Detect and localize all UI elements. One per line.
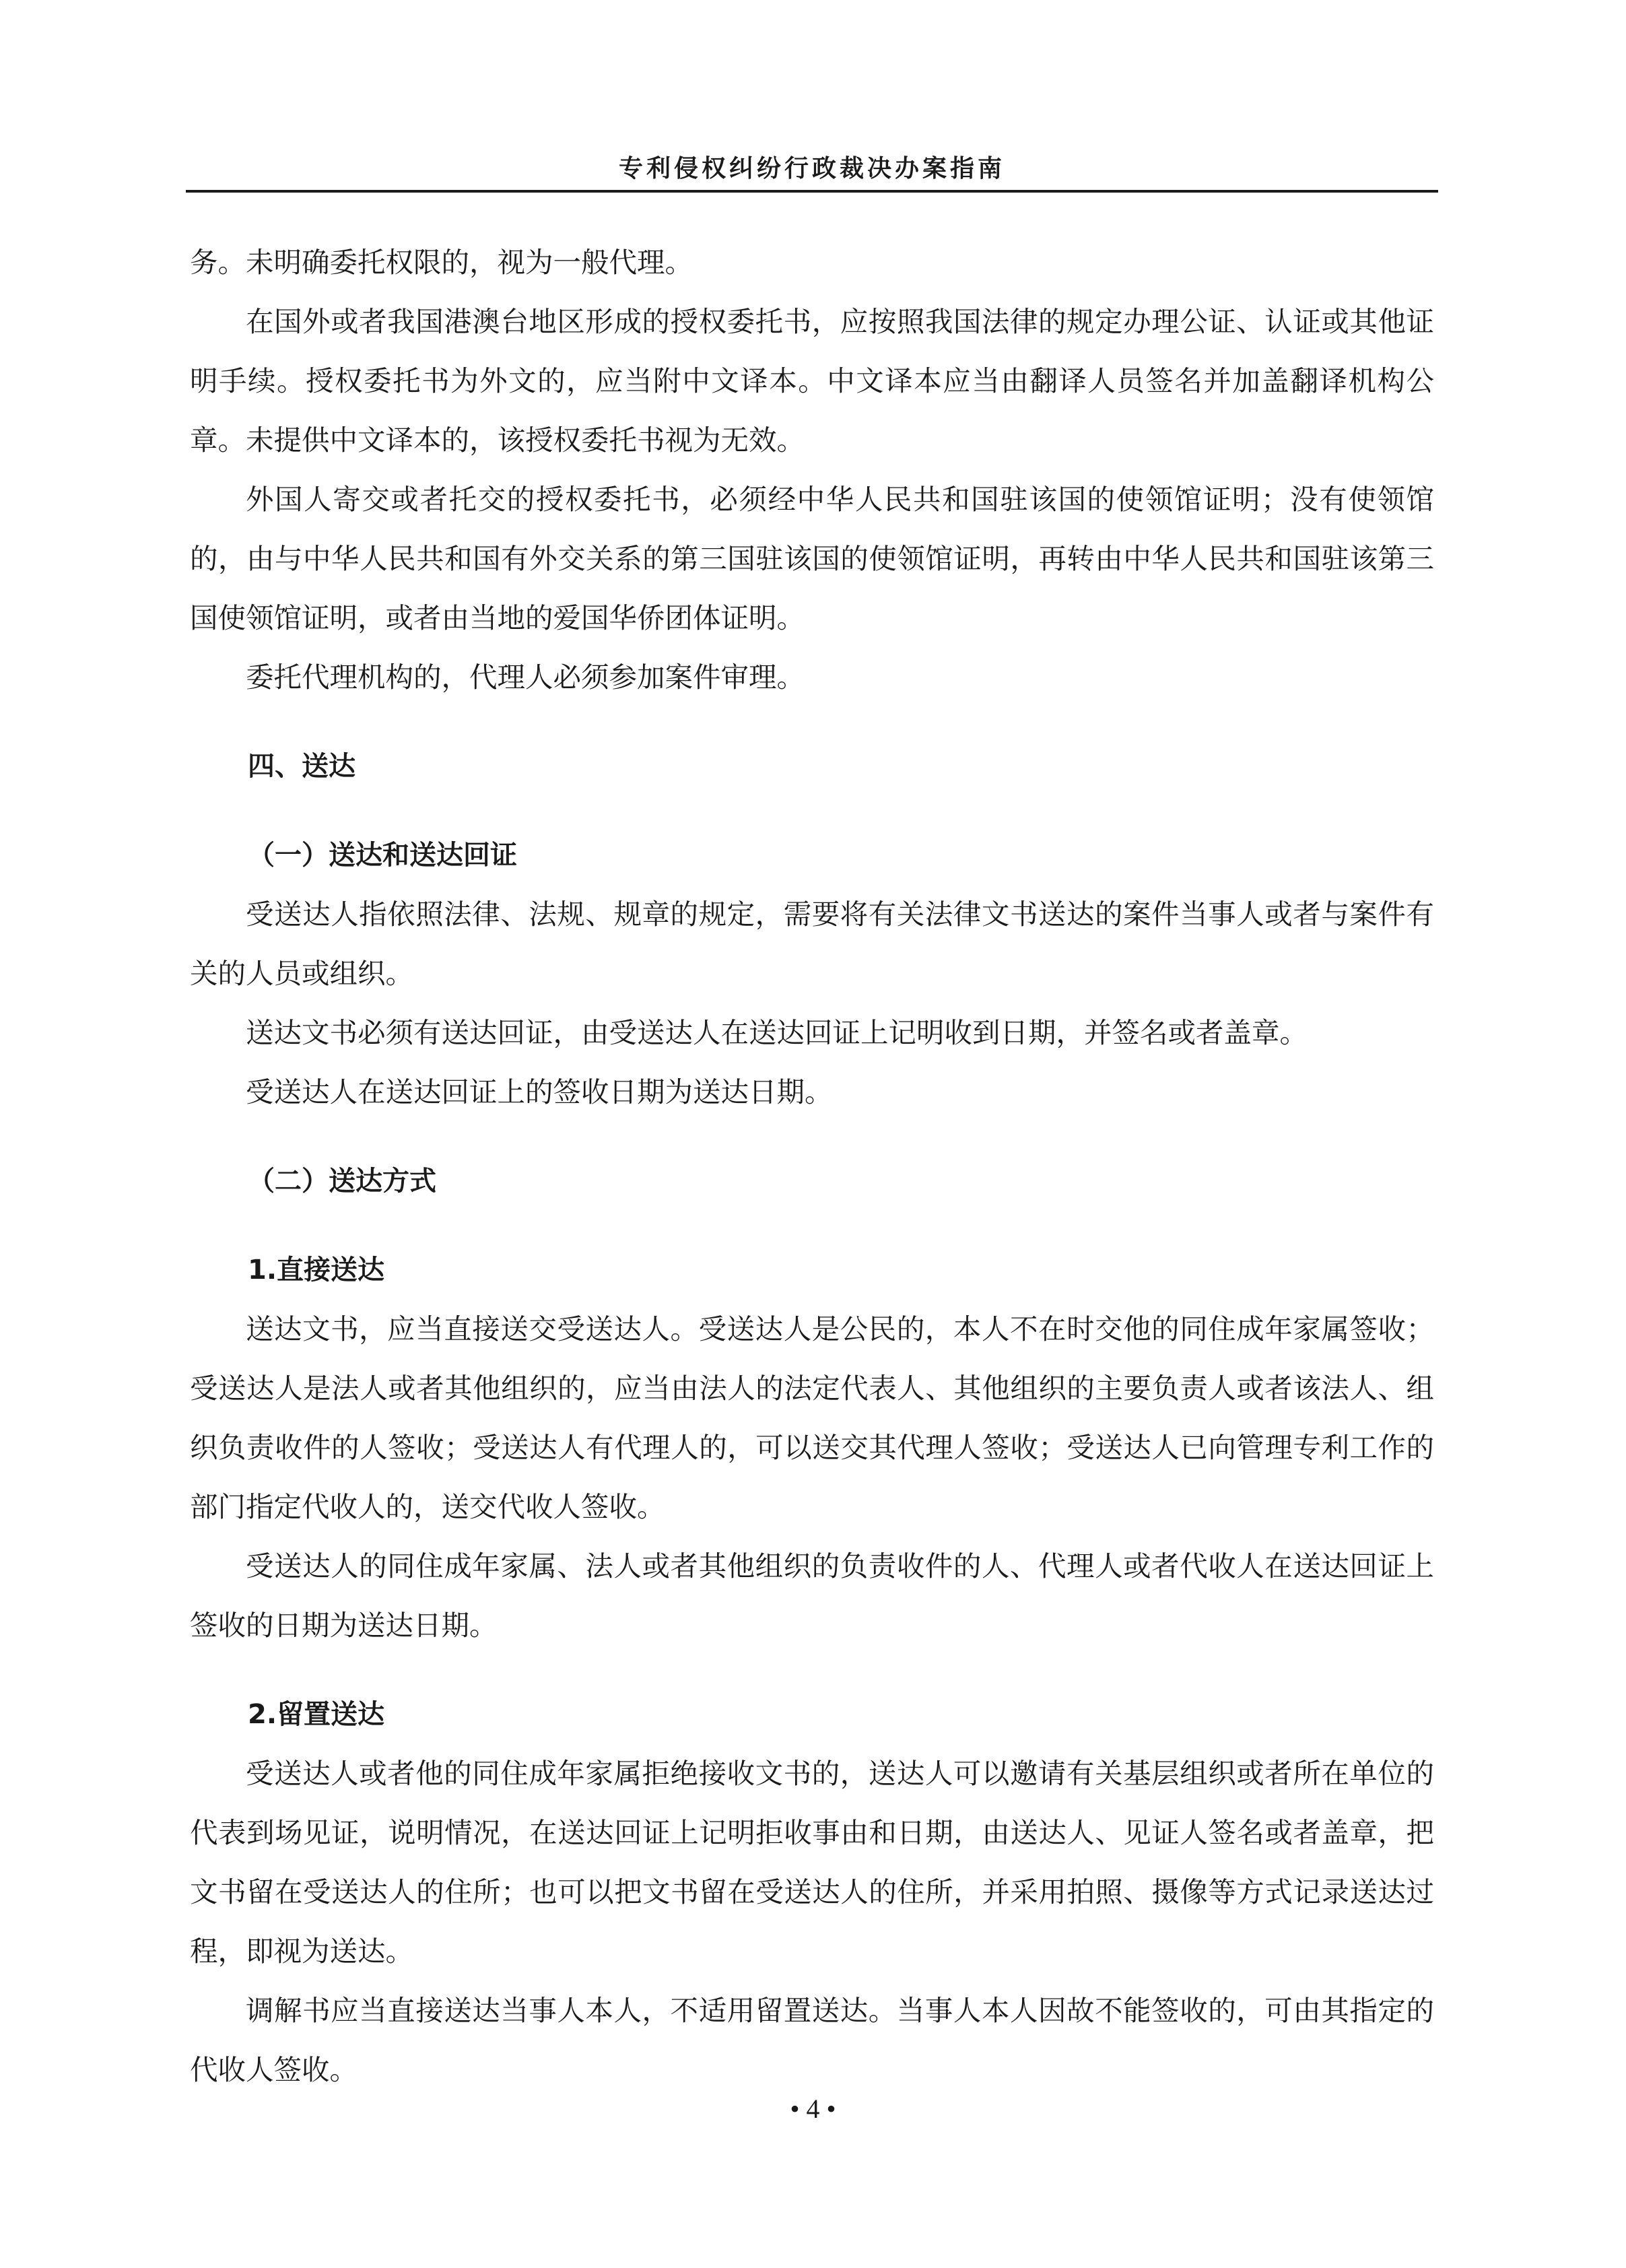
paragraph: 送达文书，应当直接送交受送达人。受送达人是公民的，本人不在时交他的同住成年家属签收；受送达人是法人或者其他组织的，应当由法人的法定代表人、其他组织的主要负责人或者该法人、组织负责收件的人签收；受送达人有代理人的，可以送交其代理人签收；受送达人已向管理专利工作的部门指定代收人的，送交代收人签收。: [190, 1312, 1434, 1523]
paragraph: 受送达人在送达回证上的签收日期为送达日期。: [246, 1075, 833, 1108]
paragraph: 受送达人的同住成年家属、法人或者其他组织的负责收件的人、代理人或者代收人在送达回证上签收的日期为送达日期。: [190, 1549, 1434, 1642]
paragraph: 调解书应当直接送达当事人本人，不适用留置送达。当事人本人因故不能签收的，可由其指定的代收人签收。: [190, 1994, 1434, 2086]
paragraph: 委托代理机构的，代理人必须参加案件审理。: [246, 661, 805, 694]
subsection-heading: （二）送达方式: [248, 1166, 436, 1197]
item-heading: 2.留置送达: [248, 1699, 385, 1730]
paragraph: 务。未明确委托权限的，视为一般代理。: [190, 246, 693, 279]
page-content: [190, 233, 1434, 2100]
paragraph: 送达文书必须有送达回证，由受送达人在送达回证上记明收到日期，并签名或者盖章。: [246, 1016, 1308, 1049]
paragraph: 外国人寄交或者托交的授权委托书，必须经中华人民共和国驻该国的使领馆证明；没有使领馆的，由与中华人民共和国有外交关系的第三国驻该国的使领馆证明，再转由中华人民共和国驻该第三国使领馆证明，或者由当地的爱国华侨团体证明。: [190, 483, 1434, 634]
paragraph: 受送达人指依照法律、法规、规章的规定，需要将有关法律文书送达的案件当事人或者与案件有关的人员或组织。: [190, 898, 1434, 990]
paragraph: 在国外或者我国港澳台地区形成的授权委托书，应按照我国法律的规定办理公证、认证或其他证明手续。授权委托书为外文的，应当附中文译本。中文译本应当由翻译人员签名并加盖翻译机构公章。未提供中文译本的，该授权委托书视为无效。: [190, 305, 1434, 457]
running-header: 专利侵权纠纷行政裁决办案指南: [618, 154, 1005, 182]
header-rule: [186, 190, 1438, 193]
item-heading: 1.直接送达: [248, 1255, 385, 1286]
subsection-heading: （一）送达和送达回证: [248, 840, 517, 871]
paragraph: 受送达人或者他的同住成年家属拒绝接收文书的，送达人可以邀请有关基层组织或者所在单位的代表到场见证，说明情况，在送达回证上记明拒收事由和日期，由送达人、见证人签名或者盖章，把文书留在受送达人的住所；也可以把文书留在受送达人的住所，并采用拍照、摄像等方式记录送达过程，即视为送达。: [190, 1757, 1434, 1968]
page-number: • 4 •: [790, 2094, 836, 2124]
section-heading: 四、送达: [248, 751, 355, 782]
